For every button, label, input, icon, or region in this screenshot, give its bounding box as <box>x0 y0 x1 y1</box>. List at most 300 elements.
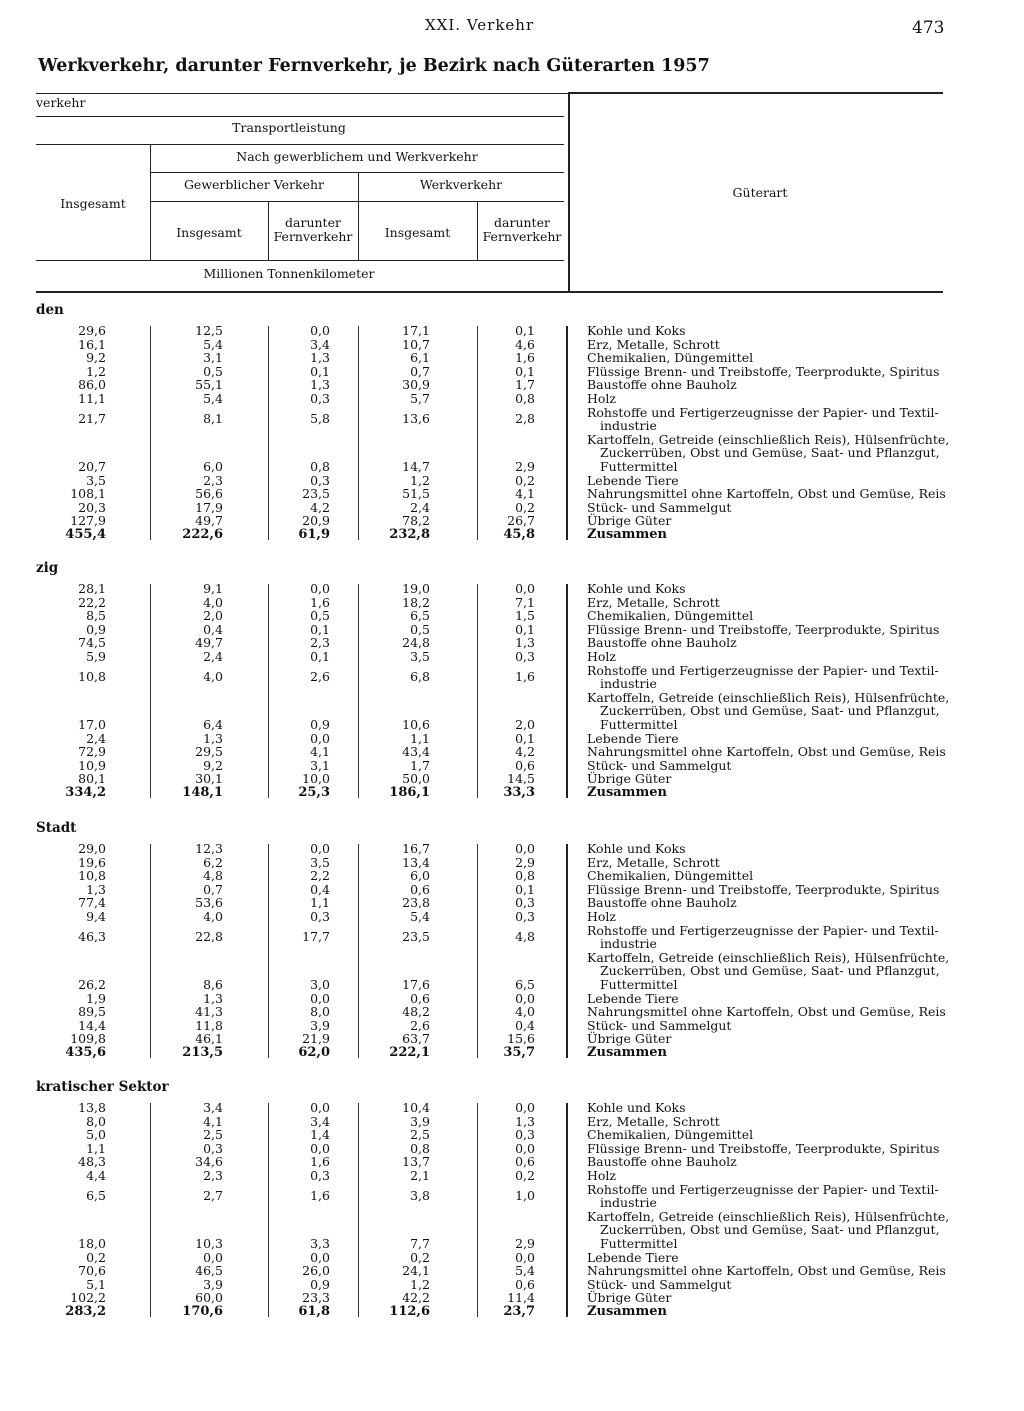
table-cell: 0,0 <box>515 990 535 1006</box>
table-cell: 3,1 <box>203 350 223 366</box>
goods-label: Erz, Metalle, Schrott <box>587 594 720 610</box>
table-cell: 1,9 <box>86 990 106 1006</box>
table-cell: 0,1 <box>515 881 535 897</box>
goods-separator <box>566 844 568 1058</box>
goods-label: Rohstoffe und Fertigerzeugnisse der Papier- und Textil- <box>587 404 939 420</box>
table-cell: 8,1 <box>203 411 223 427</box>
table-cell: 9,2 <box>203 757 223 773</box>
table-cell: 13,8 <box>78 1100 106 1115</box>
table-cell: 19,6 <box>78 854 106 870</box>
table-cell: 109,8 <box>70 1031 106 1047</box>
table-cell: 4,4 <box>86 1168 106 1183</box>
fernverkehr-text: Fernverkehr <box>273 229 353 244</box>
goods-label: Rohstoffe und Fertigerzeugnisse der Papier- und Textil- <box>587 662 939 678</box>
table-cell: 6,0 <box>410 868 430 884</box>
table-cell: 4,1 <box>515 486 535 502</box>
table-cell: 5,9 <box>86 649 106 664</box>
table-cell: 6,2 <box>203 854 223 870</box>
table-cell: 0,9 <box>310 717 330 732</box>
table-cell: 0,8 <box>410 1140 430 1156</box>
table-cell: 13,4 <box>402 854 430 870</box>
table-cell: 0,1 <box>310 363 330 379</box>
table-cell: 6,8 <box>410 669 430 685</box>
table-cell: 23,5 <box>402 929 430 945</box>
table-cell: 4,8 <box>515 929 535 945</box>
table-cell: 1,6 <box>310 594 330 610</box>
table-cell: 46,3 <box>78 929 106 945</box>
goods-label: Zuckerrüben, Obst und Gemüse, Saat- und Pflanzgut, <box>600 703 940 719</box>
goods-label: Holz <box>587 391 617 406</box>
table-cell: 14,4 <box>78 1017 106 1033</box>
table-cell: 1,2 <box>410 472 430 488</box>
table-cell: 1,1 <box>310 895 330 911</box>
table-cell: 2,9 <box>515 854 535 870</box>
table-cell: 186,1 <box>389 785 430 800</box>
header-werk-insgesamt: Insgesamt <box>384 225 451 240</box>
table-cell: 4,1 <box>310 744 330 760</box>
table-cell: 1,3 <box>515 635 535 651</box>
table-cell: 0,3 <box>515 895 535 911</box>
table-cell: 222,6 <box>182 527 223 542</box>
table-cell: 61,9 <box>298 527 330 542</box>
table-cell: 60,0 <box>195 1290 223 1306</box>
table-cell: 0,0 <box>310 1100 330 1115</box>
table-cell: 0,3 <box>310 391 330 406</box>
goods-label: industrie <box>600 418 657 434</box>
table-cell: 6,0 <box>203 459 223 474</box>
header-insgesamt-total: Insgesamt <box>60 196 126 211</box>
table-cell: 0,1 <box>515 323 535 338</box>
table-cell: 72,9 <box>78 744 106 760</box>
table-cell: 12,5 <box>195 323 223 338</box>
table-cell: 8,0 <box>310 1004 330 1020</box>
table-cell: 0,3 <box>310 909 330 924</box>
table-cell: 17,7 <box>302 929 330 945</box>
table-cell: 127,9 <box>70 513 106 529</box>
table-cell: 1,6 <box>515 669 535 685</box>
goods-label: Holz <box>587 649 617 664</box>
goods-label: Kartoffeln, Getreide (einschließlich Reis), Hülsenfrüchte, <box>587 949 950 965</box>
table-cell: 0,9 <box>310 1276 330 1292</box>
rule <box>150 201 564 202</box>
table-cell: 29,5 <box>195 744 223 760</box>
table-cell: 0,1 <box>515 621 535 637</box>
table-cell: 0,3 <box>515 909 535 924</box>
table-cell: 0,1 <box>310 649 330 664</box>
table-cell: 4,6 <box>515 336 535 352</box>
table-cell: 6,1 <box>410 350 430 366</box>
table-cell: 4,0 <box>203 909 223 924</box>
goods-label: Nahrungsmittel ohne Kartoffeln, Obst und Gemüse, Reis <box>587 1263 946 1279</box>
table-cell: 0,0 <box>310 1249 330 1265</box>
table-cell: 63,7 <box>402 1031 430 1047</box>
table-cell: 1,6 <box>310 1188 330 1204</box>
table-cell: 14,5 <box>507 771 535 787</box>
table-cell: 1,3 <box>203 990 223 1006</box>
goods-label: Holz <box>587 909 617 924</box>
table-cell: 222,1 <box>389 1045 430 1060</box>
table-cell: 1,3 <box>86 881 106 897</box>
rule <box>36 116 564 117</box>
table-cell: 0,0 <box>310 841 330 856</box>
table-cell: 2,5 <box>410 1127 430 1143</box>
column-separator <box>268 584 269 798</box>
table-cell: 29,0 <box>78 841 106 856</box>
table-cell: 1,6 <box>310 1154 330 1170</box>
table-cell: 2,6 <box>410 1017 430 1033</box>
table-cell: 14,7 <box>402 459 430 474</box>
table-cell: 7,1 <box>515 594 535 610</box>
goods-label: Kartoffeln, Getreide (einschließlich Reis), Hülsenfrüchte, <box>587 689 950 705</box>
table-cell: 0,0 <box>310 581 330 596</box>
table-cell: 8,0 <box>86 1113 106 1129</box>
table-cell: 42,2 <box>402 1290 430 1306</box>
goods-label: Flüssige Brenn- und Treibstoffe, Teerprodukte, Spiritus <box>587 881 940 897</box>
table-cell: 11,4 <box>507 1290 535 1306</box>
table-cell: 5,1 <box>86 1276 106 1292</box>
table-cell: 0,1 <box>515 363 535 379</box>
goods-label: Erz, Metalle, Schrott <box>587 854 720 870</box>
table-cell: 0,2 <box>515 499 535 515</box>
table-cell: 9,1 <box>203 581 223 596</box>
goods-label: Rohstoffe und Fertigerzeugnisse der Papier- und Textil- <box>587 922 939 938</box>
table-cell: 55,1 <box>195 377 223 393</box>
goods-label: Kohle und Koks <box>587 581 686 596</box>
table-cell: 2,3 <box>203 1168 223 1183</box>
table-cell: 46,5 <box>195 1263 223 1279</box>
header-transportleistung: Transportleistung <box>232 120 346 135</box>
header-gew-insgesamt: Insgesamt <box>176 225 242 240</box>
table-cell: 24,8 <box>402 635 430 651</box>
table-cell: 45,8 <box>503 527 535 542</box>
table-cell: 0,3 <box>310 472 330 488</box>
table-cell: 3,5 <box>410 649 430 664</box>
table-cell: 49,7 <box>195 635 223 651</box>
table-cell: 23,7 <box>503 1304 535 1319</box>
table-cell: 5,8 <box>310 411 330 427</box>
table-cell: 0,6 <box>515 1276 535 1292</box>
column-separator <box>268 844 269 1058</box>
table-cell: 12,3 <box>195 841 223 856</box>
column-separator <box>150 584 151 798</box>
table-cell: 3,9 <box>203 1276 223 1292</box>
table-cell: 1,4 <box>310 1127 330 1143</box>
darunter-text: darunter <box>494 215 550 230</box>
table-cell: 0,6 <box>515 757 535 773</box>
table-cell: 5,4 <box>410 909 430 924</box>
table-cell: 170,6 <box>182 1304 223 1319</box>
table-cell: 80,1 <box>78 771 106 787</box>
column-separator <box>150 326 151 540</box>
table-cell: 18,0 <box>78 1236 106 1251</box>
table-cell: 1,7 <box>410 757 430 773</box>
table-cell: 30,9 <box>402 377 430 393</box>
fernverkehr-text: Fernverkehr <box>482 229 562 244</box>
goods-label: Baustoffe ohne Bauholz <box>587 635 737 651</box>
rule <box>36 144 564 145</box>
header-nach-gewerb: Nach gewerblichem und Werkverkehr <box>236 149 478 164</box>
table-cell: 78,2 <box>402 513 430 529</box>
column-separator <box>268 1103 269 1317</box>
table-cell: 17,0 <box>78 717 106 732</box>
goods-label: Rohstoffe und Fertigerzeugnisse der Papier- und Textil- <box>587 1181 939 1197</box>
table-cell: 61,8 <box>298 1304 330 1319</box>
table-cell: 0,0 <box>310 730 330 746</box>
table-cell: 1,3 <box>203 730 223 746</box>
table-cell: 10,4 <box>402 1100 430 1115</box>
table-cell: 0,5 <box>203 363 223 379</box>
goods-label: Chemikalien, Düngemittel <box>587 350 754 366</box>
column-separator <box>358 1103 359 1317</box>
goods-label: Übrige Güter <box>587 1290 672 1306</box>
table-cell: 0,2 <box>86 1249 106 1265</box>
table-cell: 2,2 <box>310 868 330 884</box>
table-cell: 0,2 <box>515 472 535 488</box>
header-divider <box>568 92 570 292</box>
table-cell: 29,6 <box>78 323 106 338</box>
table-cell: 3,1 <box>310 757 330 773</box>
table-cell: 3,4 <box>310 1113 330 1129</box>
table-cell: 16,1 <box>78 336 106 352</box>
goods-label: Zusammen <box>587 527 667 542</box>
goods-label: Zusammen <box>587 1304 667 1319</box>
goods-label: Flüssige Brenn- und Treibstoffe, Teerprodukte, Spiritus <box>587 621 940 637</box>
table-cell: 0,6 <box>410 881 430 897</box>
table-cell: 0,0 <box>310 1140 330 1156</box>
table-cell: 1,7 <box>515 377 535 393</box>
table-cell: 213,5 <box>182 1045 223 1060</box>
header-gueterart: Güterart <box>732 185 788 200</box>
goods-label: Futtermittel <box>600 717 678 732</box>
table-cell: 0,0 <box>515 581 535 596</box>
goods-label: Erz, Metalle, Schrott <box>587 1113 720 1129</box>
table-cell: 10,6 <box>402 717 430 732</box>
table-cell: 43,4 <box>402 744 430 760</box>
goods-label: Futtermittel <box>600 977 678 992</box>
table-cell: 102,2 <box>70 1290 106 1306</box>
goods-label: Futtermittel <box>600 1236 678 1251</box>
goods-label: Lebende Tiere <box>587 730 679 746</box>
table-cell: 23,5 <box>302 486 330 502</box>
column-separator <box>477 326 478 540</box>
table-cell: 8,5 <box>86 608 106 624</box>
table-cell: 33,3 <box>503 785 535 800</box>
table-cell: 0,9 <box>86 621 106 637</box>
table-cell: 7,7 <box>410 1236 430 1251</box>
table-cell: 3,4 <box>310 336 330 352</box>
column-separator <box>477 584 478 798</box>
section-heading: Stadt <box>36 820 77 836</box>
goods-label: Kohle und Koks <box>587 323 686 338</box>
table-cell: 0,5 <box>310 608 330 624</box>
table-cell: 5,4 <box>203 391 223 406</box>
table-cell: 6,5 <box>86 1188 106 1204</box>
goods-label: Stück- und Sammelgut <box>587 1276 732 1292</box>
table-cell: 1,1 <box>410 730 430 746</box>
table-cell: 10,0 <box>302 771 330 787</box>
goods-label: Baustoffe ohne Bauholz <box>587 377 737 393</box>
table-cell: 4,1 <box>203 1113 223 1129</box>
table-cell: 1,0 <box>515 1188 535 1204</box>
rule <box>150 172 564 173</box>
column-separator <box>358 584 359 798</box>
table-cell: 0,8 <box>310 459 330 474</box>
table-cell: 3,3 <box>310 1236 330 1251</box>
table-cell: 3,0 <box>310 977 330 992</box>
table-cell: 0,6 <box>410 990 430 1006</box>
table-cell: 2,3 <box>310 635 330 651</box>
table-cell: 1,3 <box>310 377 330 393</box>
table-cell: 0,0 <box>310 990 330 1006</box>
table-cell: 5,4 <box>203 336 223 352</box>
header-unit: Millionen Tonnenkilometer <box>203 266 375 281</box>
table-cell: 283,2 <box>65 1304 106 1319</box>
column-separator <box>268 326 269 540</box>
goods-label: Chemikalien, Düngemittel <box>587 608 754 624</box>
table-cell: 2,8 <box>515 411 535 427</box>
table-cell: 0,0 <box>515 1140 535 1156</box>
table-cell: 18,2 <box>402 594 430 610</box>
table-cell: 232,8 <box>389 527 430 542</box>
table-cell: 0,4 <box>515 1017 535 1033</box>
goods-label: Erz, Metalle, Schrott <box>587 336 720 352</box>
table-cell: 24,1 <box>402 1263 430 1279</box>
table-cell: 8,6 <box>203 977 223 992</box>
table-cell: 0,1 <box>310 621 330 637</box>
column-separator <box>477 1103 478 1317</box>
goods-label: Zuckerrüben, Obst und Gemüse, Saat- und Pflanzgut, <box>600 963 940 979</box>
column-separator <box>150 844 151 1058</box>
table-cell: 2,3 <box>203 472 223 488</box>
table-cell: 2,0 <box>515 717 535 732</box>
goods-label: Baustoffe ohne Bauholz <box>587 895 737 911</box>
table-cell: 9,2 <box>86 350 106 366</box>
table-cell: 455,4 <box>65 527 106 542</box>
table-cell: 435,6 <box>65 1045 106 1060</box>
goods-label: Kartoffeln, Getreide (einschließlich Reis), Hülsenfrüchte, <box>587 431 950 447</box>
table-cell: 19,0 <box>402 581 430 596</box>
table-cell: 62,0 <box>298 1045 330 1060</box>
table-cell: 3,4 <box>203 1100 223 1115</box>
table-cell: 6,5 <box>515 977 535 992</box>
column-separator <box>358 844 359 1058</box>
goods-label: Holz <box>587 1168 617 1183</box>
table-cell: 10,3 <box>195 1236 223 1251</box>
table-cell: 2,4 <box>410 499 430 515</box>
rule <box>358 173 359 260</box>
table-cell: 13,7 <box>402 1154 430 1170</box>
goods-label: Nahrungsmittel ohne Kartoffeln, Obst und Gemüse, Reis <box>587 1004 946 1020</box>
header-top-rule <box>36 93 568 94</box>
table-cell: 0,4 <box>203 621 223 637</box>
table-cell: 22,8 <box>195 929 223 945</box>
column-separator <box>150 1103 151 1317</box>
table-cell: 26,2 <box>78 977 106 992</box>
table-cell: 0,0 <box>515 1100 535 1115</box>
table-cell: 25,3 <box>298 785 330 800</box>
table-cell: 0,0 <box>515 841 535 856</box>
table-cell: 5,0 <box>86 1127 106 1143</box>
column-separator <box>358 326 359 540</box>
table-cell: 0,3 <box>515 1127 535 1143</box>
table-cell: 2,9 <box>515 459 535 474</box>
goods-label: Kohle und Koks <box>587 841 686 856</box>
table-cell: 10,9 <box>78 757 106 773</box>
table-cell: 5,7 <box>410 391 430 406</box>
header-bottom-rule <box>36 291 943 293</box>
header-top-rule-right <box>568 92 943 94</box>
table-cell: 11,8 <box>195 1017 223 1033</box>
table-cell: 0,3 <box>203 1140 223 1156</box>
goods-label: Zuckerrüben, Obst und Gemüse, Saat- und Pflanzgut, <box>600 445 940 461</box>
table-cell: 334,2 <box>65 785 106 800</box>
goods-label: Stück- und Sammelgut <box>587 499 732 515</box>
table-cell: 4,2 <box>515 744 535 760</box>
goods-label: Übrige Güter <box>587 771 672 787</box>
table-cell: 2,5 <box>203 1127 223 1143</box>
goods-label: Lebende Tiere <box>587 472 679 488</box>
table-cell: 0,3 <box>310 1168 330 1183</box>
table-cell: 2,6 <box>310 669 330 685</box>
table-cell: 4,2 <box>310 499 330 515</box>
table-cell: 3,9 <box>410 1113 430 1129</box>
goods-label: Kohle und Koks <box>587 1100 686 1115</box>
goods-label: Zuckerrüben, Obst und Gemüse, Saat- und Pflanzgut, <box>600 1222 940 1238</box>
header-verkehr: verkehr <box>36 95 86 110</box>
goods-label: Zusammen <box>587 785 667 800</box>
table-cell: 108,1 <box>70 486 106 502</box>
table-cell: 0,5 <box>410 621 430 637</box>
table-cell: 48,3 <box>78 1154 106 1170</box>
goods-label: Flüssige Brenn- und Treibstoffe, Teerprodukte, Spiritus <box>587 363 940 379</box>
table-cell: 0,0 <box>515 1249 535 1265</box>
goods-label: Lebende Tiere <box>587 1249 679 1265</box>
table-cell: 2,9 <box>515 1236 535 1251</box>
table-cell: 4,0 <box>203 594 223 610</box>
table-cell: 15,6 <box>507 1031 535 1047</box>
table-cell: 0,0 <box>203 1249 223 1265</box>
table-cell: 20,9 <box>302 513 330 529</box>
table-cell: 30,1 <box>195 771 223 787</box>
table-cell: 21,9 <box>302 1031 330 1047</box>
table-cell: 4,0 <box>203 669 223 685</box>
table-cell: 17,9 <box>195 499 223 515</box>
goods-label: Stück- und Sammelgut <box>587 757 732 773</box>
table-cell: 112,6 <box>389 1304 430 1319</box>
chapter-heading: XXI. Verkehr <box>425 16 535 34</box>
table-cell: 70,6 <box>78 1263 106 1279</box>
goods-label: industrie <box>600 676 657 692</box>
table-cell: 3,5 <box>86 472 106 488</box>
table-cell: 89,5 <box>78 1004 106 1020</box>
page-number: 473 <box>912 18 945 38</box>
goods-separator <box>566 1103 568 1317</box>
goods-label: Kartoffeln, Getreide (einschließlich Reis), Hülsenfrüchte, <box>587 1208 950 1224</box>
table-cell: 4,0 <box>515 1004 535 1020</box>
table-cell: 26,7 <box>507 513 535 529</box>
table-cell: 13,6 <box>402 411 430 427</box>
table-cell: 0,8 <box>515 868 535 884</box>
table-cell: 2,7 <box>203 1188 223 1204</box>
table-cell: 34,6 <box>195 1154 223 1170</box>
table-cell: 26,0 <box>302 1263 330 1279</box>
table-cell: 77,4 <box>78 895 106 911</box>
goods-label: Zusammen <box>587 1045 667 1060</box>
header-gewerblicher: Gewerblicher Verkehr <box>183 177 325 192</box>
column-separator <box>477 844 478 1058</box>
table-cell: 0,3 <box>515 649 535 664</box>
table-cell: 28,1 <box>78 581 106 596</box>
